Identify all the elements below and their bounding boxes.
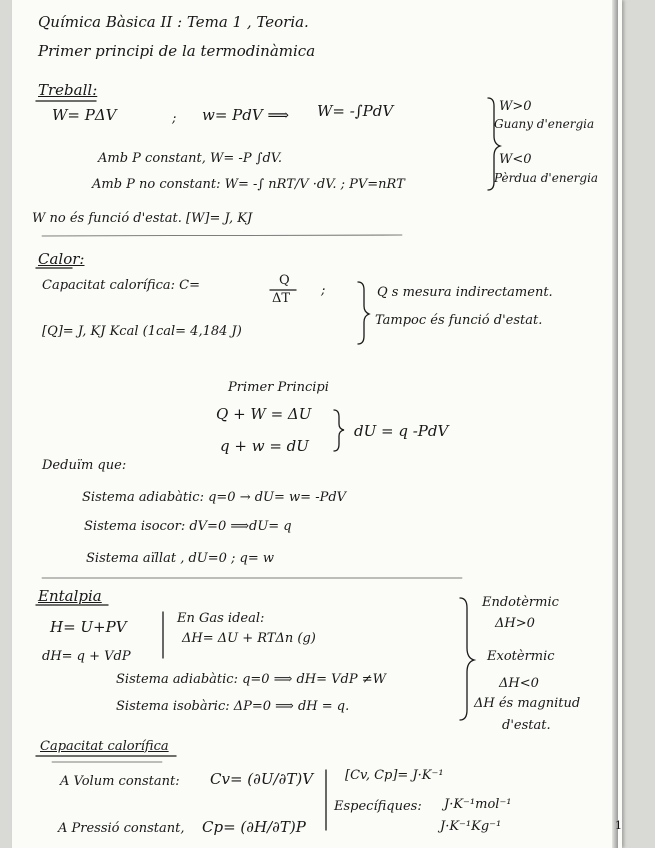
treball-brace-loss: Pèrdua d'energia: [494, 171, 599, 185]
primer-principi-title: Primer Principi: [228, 380, 329, 395]
treball-eq-w: w= PdV ⟹: [202, 106, 289, 124]
notebook-page: Química Bàsica II : Tema 1 , Teoria. Primer principi de la termodinàmica Treball: W= PΔV ; w= PdV ⟹ W= -∫PdV W>0 Guany d'energia W<0 Pèrdua d'energia Amb P constant, W= -P ∫dV. Amb P no constant: W= -∫ nRT/V ·dV. ; PV=nRT W no és funció d'estat. [W]= J, KJ Calor: Capacitat calorífica: C= Q ΔT ; [Q]= J, KJ Kcal (1cal= 4,184 J) Q s mesura indirectament. Tampoc és funció d'estat. Primer Principi Q + W = ΔU q + w = dU dU = q -PdV Deduïm que: Sistema adiabàtic: q=0 → dU= w= -PdV Sistema isocor: dV=0 ⟹dU= q Sistema aïllat , dU=0 ; q= w Entalpia H= U+PV dH= q + VdP En Gas ideal: ΔH= ΔU + RTΔn (g) Sistema adiabàtic: q=0 ⟹ dH= VdP ≠W Sistema isobàric: ΔP=0 ⟹ dH = q. Endotèrmic ΔH>0 Exotèrmic ΔH<0 ΔH és magnitud d'estat. Capacitat calorífica A Volum constant: Cv= (∂U/∂T)V A Pressió constant, Cp= (∂H/∂T)P [Cv, Cp]= J·K⁻¹ Específiques: J·K⁻¹mol⁻¹ J·K⁻¹Kg⁻¹ 1: [12, 0, 622, 848]
capacitat-cp-label: A Pressió constant,: [58, 821, 185, 836]
calor-units: [Q]= J, KJ Kcal (1cal= 4,184 J): [42, 324, 242, 339]
capacitat-cv-label: A Volum constant:: [60, 774, 180, 789]
calor-semicolon: ;: [321, 283, 326, 298]
primer-eq-1: Q + W = ΔU: [216, 405, 312, 423]
capacitat-heading: Capacitat calorífica: [40, 739, 169, 754]
entalpia-adiabatic: Sistema adiabàtic: q=0 ⟹ dH= VdP ≠W: [116, 672, 387, 687]
calor-frac-den: ΔT: [272, 291, 291, 306]
page-subtitle: Primer principi de la termodinàmica: [38, 42, 316, 60]
page-number: 1: [615, 819, 622, 832]
capacitat-cp-eq: Cp= (∂H/∂T)P: [202, 818, 306, 836]
capacitat-unit-mol: J·K⁻¹mol⁻¹: [444, 797, 512, 812]
entalpia-state-1: ΔH és magnitud: [474, 696, 581, 711]
primer-eq-2: q + w = dU: [220, 437, 309, 455]
entalpia-state-2: d'estat.: [502, 718, 551, 733]
deduim-adiabatic: Sistema adiabàtic: q=0 → dU= w= -PdV: [82, 490, 347, 505]
treball-p-not-constant: Amb P no constant: W= -∫ nRT/V ·dV. ; PV=nRT: [92, 177, 405, 192]
calor-note-2: Tampoc és funció d'estat.: [375, 313, 543, 328]
deduim-aillat: Sistema aïllat , dU=0 ; q= w: [86, 551, 275, 566]
capacitat-unit-kg: J·K⁻¹Kg⁻¹: [440, 819, 502, 834]
entalpia-gas-eq: ΔH= ΔU + RTΔn (g): [182, 631, 316, 646]
treball-state-note: W no és funció d'estat. [W]= J, KJ: [32, 211, 253, 226]
calor-frac-num: Q: [279, 273, 290, 288]
entalpia-heading: Entalpia: [38, 587, 102, 605]
entalpia-isobaric: Sistema isobàric: ΔP=0 ⟹ dH = q.: [116, 699, 350, 714]
treball-heading: Treball:: [38, 81, 98, 99]
capacitat-especifiques: Específiques:: [334, 799, 422, 814]
calor-capacitat: Capacitat calorífica: C=: [42, 278, 200, 293]
treball-eq-main: W= PΔV: [52, 106, 117, 124]
entalpia-h-def: H= U+PV: [50, 618, 127, 636]
treball-brace-w-negative: W<0: [499, 152, 532, 167]
entalpia-exo-value: ΔH<0: [499, 676, 539, 691]
deduim-isocor: Sistema isocor: dV=0 ⟹dU= q: [84, 519, 292, 534]
entalpia-endo: Endotèrmic: [482, 595, 559, 610]
handwritten-marks: [12, 0, 622, 848]
entalpia-gas-ideal: En Gas ideal:: [177, 611, 265, 626]
capacitat-units: [Cv, Cp]= J·K⁻¹: [345, 768, 444, 783]
deduim-heading: Deduïm que:: [42, 458, 127, 473]
treball-brace-w-positive: W>0: [499, 99, 532, 114]
treball-p-constant: Amb P constant, W= -P ∫dV.: [98, 151, 283, 166]
capacitat-cv-eq: Cv= (∂U/∂T)V: [210, 770, 314, 788]
calor-note-1: Q s mesura indirectament.: [377, 285, 553, 300]
entalpia-dh-def: dH= q + VdP: [42, 649, 131, 664]
entalpia-endo-value: ΔH>0: [495, 616, 535, 631]
entalpia-exo: Exotèrmic: [487, 649, 555, 664]
primer-result: dU = q -PdV: [354, 422, 449, 440]
treball-brace-gain: Guany d'energia: [494, 117, 595, 131]
calor-heading: Calor:: [38, 250, 85, 268]
page-title: Química Bàsica II : Tema 1 , Teoria.: [38, 13, 309, 31]
treball-eq-integral: W= -∫PdV: [317, 102, 394, 120]
